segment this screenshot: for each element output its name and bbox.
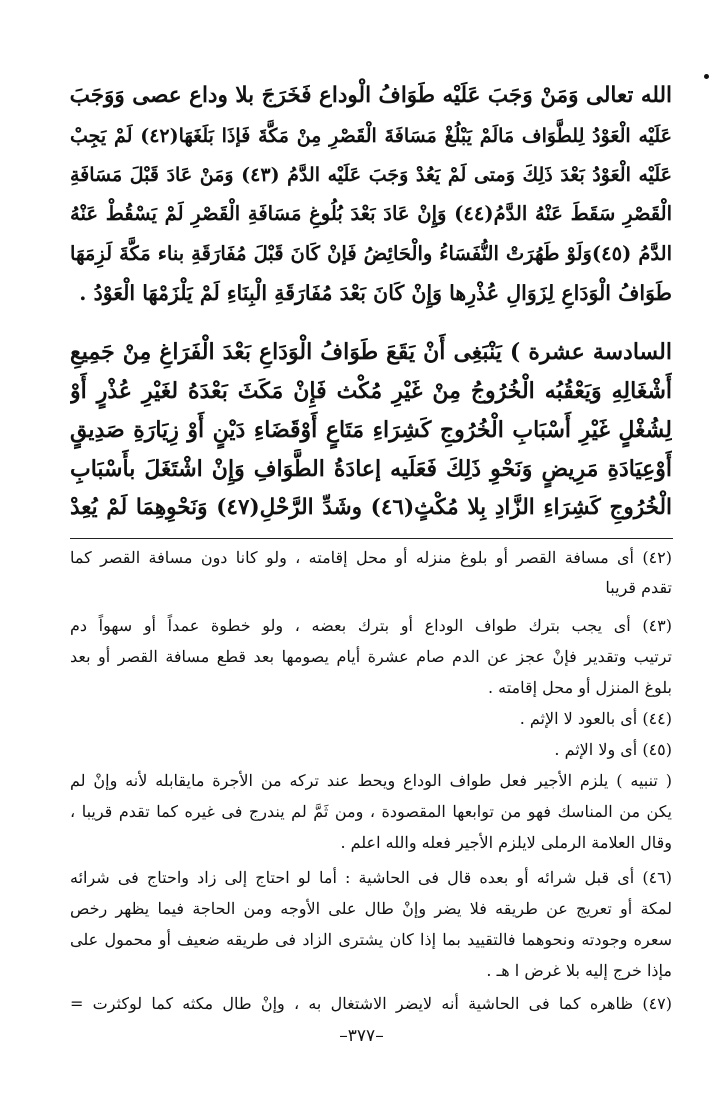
footnote-separator	[70, 538, 673, 539]
footnote-line-13: سعره وجودته ونحوهما فالتقييد بما إذا كان يشترى الزاد فى طريقه ضعيف أو محمول على	[70, 930, 672, 949]
footnote-line-4: ترتيب وتقدير فإنْ عجز عن الدم صام عشرة أيام يصومها بعد قطع مسافة القصر أو بعد	[70, 647, 672, 666]
footnote-line-3: (٤٣) أى يجب بترك طواف الوداع أو بترك بعضه ، ولو خطوة عمداً أو سهواً دم	[70, 616, 672, 635]
main-text-line-5: الدَّمُ (٤٥)وَلَوْ طَهُرَتْ النُّفَسَاءُ والْحَائِضُ فَإنْ كَانَ قَبْلَ مُفَارَقَةِ بناء مَكَّةَ لَزِمَهَا	[70, 242, 672, 265]
footnote-line-8: ( تنبيه ) يلزم الأجير فعل طواف الوداع ويحط عند تركه من الأجرة مايقابله لأنه وإنْ لم	[70, 771, 672, 790]
footnote-line-11: (٤٦) أى قبل شرائه أو بعده قال فى الحاشية : أما لو احتاج إلى زاد واحتاج فى شرائه	[70, 868, 672, 887]
main-text-line-2: عَلَيْه الْعَوْدُ لِلطَّوَاف مَالَمْ يَبْلُغْ مَسَافَةَ الْقَصْرِ مِنْ مَكَّةَ فَإذَا بَلَغَهَا(٤٢) لَمْ يَجِبْ	[70, 125, 672, 147]
margin-mark	[704, 74, 709, 79]
footnote-line-10: وقال العلامة الرملى لايلزم الأجير فعله والله اعلم .	[340, 833, 672, 852]
footnote-line-12: لمكة أو تعريج عن طريقه فلا يضر وإنْ طال على الأوجه ومن الحاجة فيما يظهر رخص	[70, 899, 672, 918]
main-text-line-10: أَوْعِيَادَةِ مَرِيضٍ وَنَحْوِ ذَلِكَ فَعَلَيه إعادَةُ الطَّوَافِ وَإِنْ اشْتَغَلَ بأَسْبَابِ	[70, 456, 672, 482]
footnote-line-15: (٤٧) ظاهره كما فى الحاشية أنه لايضر الاشتغال به ، وإنْ طال مكثه كما لوكثرت =	[70, 994, 672, 1013]
main-text-line-11: الْخُرُوجِ كَشِرَاءِ الزَّادِ بِلا مُكْثٍ(٤٦) وشَدِّ الرَّحْلِ(٤٧) وَنَحْوِهِمَا لَمْ يُعِدْ	[70, 495, 672, 520]
footnote-line-2: تقدم قريبا	[605, 578, 672, 597]
main-text-line-1: الله تعالى وَمَنْ وَجَبَ عَلَيْه طَوَافُ الْوداع فَخَرَجَ بلا وداع عصى وَوَجَبَ	[70, 83, 672, 108]
footnote-line-6: (٤٤) أى بالعود لا الإثم .	[519, 709, 672, 728]
footnote-line-9: يكن من المناسك فهو من توابعها المقصودة ، ومن ثَمَّ لم يندرج فى غيره كما تقدم قريبا ،	[70, 802, 672, 821]
footnote-line-5: بلوغ المنزل أو محل إقامته .	[487, 678, 672, 697]
main-text-line-9: لِشُغْلٍ غَيْرِ أَسْبَابِ الْخُرُوجِ كَشِرَاءِ مَتَاعٍ أَوْقَضَاءِ دَيْنٍ أَوْ زِيَارَةِ صَدِيقٍ	[70, 417, 672, 443]
page-number: –٣٧٧–	[339, 1026, 384, 1046]
main-text-line-4: الْقَصْرِ سَقَطَ عَنْهُ الدَّمُ(٤٤) وَإِنْ عَادَ بَعْدَ بُلُوغِ مَسَافَةِ الْقَصْرِ لَمْ يَسْقُطْ عَنْهُ	[70, 202, 672, 225]
main-text-line-3: عَلَيْه الْعَوْدُ بَعْدَ ذَلِكَ وَمتى لَمْ يَعُدْ وَجَبَ عَلَيْه الدَّمُ (٤٣) وَمَنْ عَادَ قَبْلَ مَسَافَةِ	[70, 164, 672, 186]
footnote-line-14: مإذا خرج إليه بلا غرض ا هـ .	[486, 961, 672, 980]
main-text-line-6: طَوَافُ الْوَدَاعِ لِزَوَالِ عُذْرِها وَإِنْ كَانَ بَعْدَ مُفَارَقَةِ الْبِنَاءِ لَمْ يَلْزَمْهَا الْعَوْدُ .	[79, 281, 672, 305]
footnote-line-7: (٤٥) أى ولا الإثم .	[554, 740, 672, 759]
main-text-line-8: أَشْغَالِهِ وَيَعْقُبُه الْخُرُوجُ مِنْ غَيْرِ مُكْث فَإِنْ مَكَثَ بَعْدَهُ لغَيْرِ عُذْرٍ أَوْ	[70, 378, 672, 404]
main-text-line-7: السادسة عشرة ) يَنْبَغِى أَنْ يَقَعَ طَوَافُ الْوَدَاعِ بَعْدَ الْفَرَاغِ مِنْ جَمِيعِ	[70, 339, 672, 365]
footnote-line-1: (٤٢) أى مسافة القصر أو بلوغ منزله أو محل إقامته ، ولو كانا دون مسافة القصر كما	[70, 548, 672, 567]
